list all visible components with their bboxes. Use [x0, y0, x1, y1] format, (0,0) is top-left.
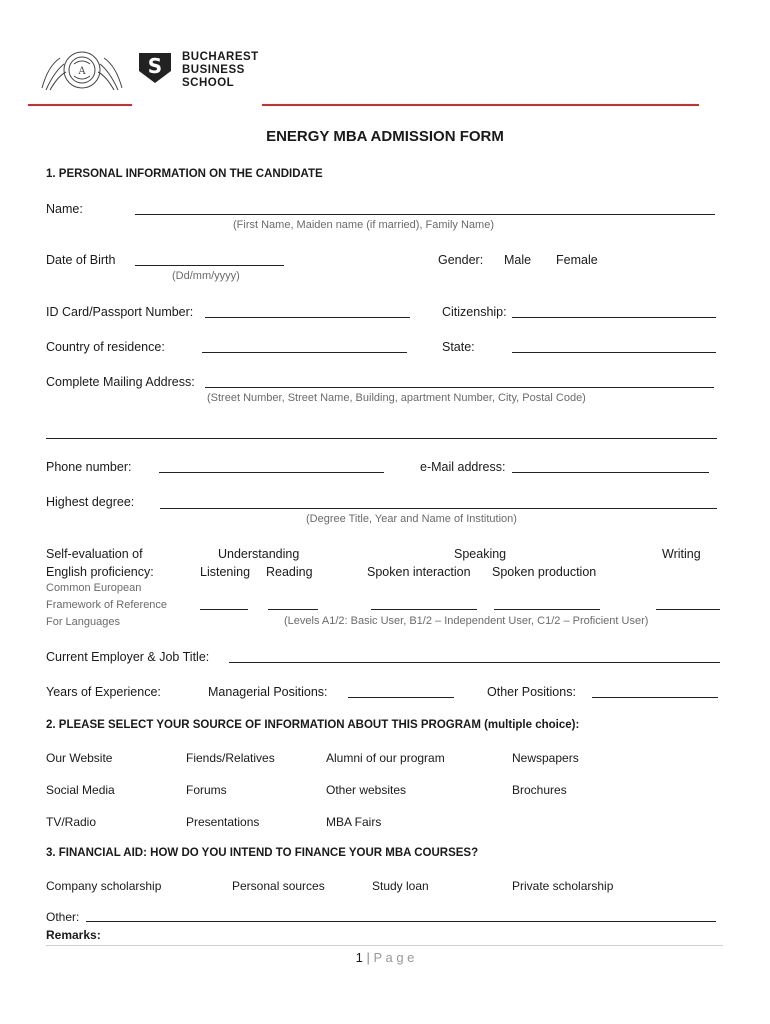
other-finance-field[interactable] — [86, 921, 716, 922]
phone-field[interactable] — [159, 472, 384, 473]
header-divider-line — [262, 104, 699, 106]
managerial-label: Managerial Positions: — [208, 685, 328, 699]
svg-text:A: A — [78, 66, 86, 77]
other-finance-label: Other: — [46, 910, 80, 924]
section3-title: 3. FINANCIAL AID: HOW DO YOU INTEND TO FINANCE YOUR MBA COURSES? — [46, 847, 479, 859]
degree-label: Highest degree: — [46, 495, 135, 509]
speaking-header: Speaking — [454, 547, 507, 561]
page-footer — [0, 950, 770, 965]
state-label: State: — [442, 340, 475, 354]
reading-level-field[interactable] — [268, 609, 318, 610]
listening-header: Listening — [200, 565, 251, 579]
employer-field[interactable] — [229, 662, 720, 663]
name-field[interactable] — [135, 214, 715, 215]
source-option-newspapers[interactable]: Newspapers — [512, 751, 579, 765]
bbs-logo-icon — [137, 51, 173, 85]
gender-label: Gender: — [438, 253, 484, 267]
section2-title: 2. PLEASE SELECT YOUR SOURCE OF INFORMATION ABOUT THIS PROGRAM (multiple choice): — [46, 719, 580, 731]
reading-header: Reading — [266, 565, 313, 579]
cefr-line3: For Languages — [46, 616, 120, 628]
spoken-interaction-level-field[interactable] — [371, 609, 477, 610]
source-option-forums[interactable]: Forums — [186, 783, 227, 797]
source-option-alumni[interactable]: Alumni of our program — [326, 751, 445, 765]
writing-level-field[interactable] — [656, 609, 720, 610]
university-crest-logo — [34, 44, 130, 96]
page-word: P a g e — [373, 950, 415, 965]
section1-title: 1. PERSONAL INFORMATION ON THE CANDIDATE — [46, 168, 323, 180]
country-field[interactable] — [202, 352, 407, 353]
source-option-mba-fairs[interactable]: MBA Fairs — [326, 815, 382, 829]
degree-field[interactable] — [160, 508, 717, 509]
levels-hint: (Levels A1/2: Basic User, B1/2 – Independent User, C1/2 – Proficient User) — [284, 615, 649, 627]
dob-label: Date of Birth — [46, 253, 116, 267]
school-name-line1: BUCHAREST — [182, 51, 259, 63]
spoken-production-header: Spoken production — [492, 565, 597, 579]
dob-field[interactable] — [135, 265, 284, 266]
english-label-line1: Self-evaluation of — [46, 547, 143, 561]
remarks-label: Remarks: — [46, 928, 101, 942]
country-label: Country of residence: — [46, 340, 165, 354]
other-positions-field[interactable] — [592, 697, 718, 698]
source-option-social-media[interactable]: Social Media — [46, 783, 115, 797]
school-name-line3: SCHOOL — [182, 77, 235, 89]
other-positions-label: Other Positions: — [487, 685, 576, 699]
managerial-field[interactable] — [348, 697, 454, 698]
degree-hint: (Degree Title, Year and Name of Institution) — [306, 513, 517, 525]
address-field-line2[interactable] — [46, 438, 717, 439]
citizenship-field[interactable] — [512, 317, 716, 318]
form-title: ENERGY MBA ADMISSION FORM — [266, 128, 504, 145]
id-field[interactable] — [205, 317, 410, 318]
finance-option-personal-sources[interactable]: Personal sources — [232, 879, 325, 893]
cefr-line2: Framework of Reference — [46, 599, 168, 611]
page-separator: | — [366, 950, 370, 965]
citizenship-label: Citizenship: — [442, 305, 507, 319]
phone-label: Phone number: — [46, 460, 132, 474]
footer-divider — [46, 945, 723, 946]
email-field[interactable] — [512, 472, 709, 473]
crest-underline — [28, 104, 132, 106]
understanding-header: Understanding — [218, 547, 300, 561]
source-option-website[interactable]: Our Website — [46, 751, 113, 765]
source-option-presentations[interactable]: Presentations — [186, 815, 260, 829]
source-option-other-websites[interactable]: Other websites — [326, 783, 407, 797]
english-label-line2: English proficiency: — [46, 565, 154, 579]
name-hint: (First Name, Maiden name (if married), Family Name) — [233, 219, 494, 231]
finance-option-private-scholarship[interactable]: Private scholarship — [512, 879, 614, 893]
employer-label: Current Employer & Job Title: — [46, 650, 210, 664]
name-label: Name: — [46, 202, 83, 216]
page-number: 1 — [355, 950, 363, 965]
dob-hint: (Dd/mm/yyyy) — [172, 270, 240, 282]
state-field[interactable] — [512, 352, 716, 353]
email-label: e-Mail address: — [420, 460, 506, 474]
finance-option-company-scholarship[interactable]: Company scholarship — [46, 879, 162, 893]
school-name-line2: BUSINESS — [182, 64, 245, 76]
years-label: Years of Experience: — [46, 685, 161, 699]
address-field[interactable] — [205, 387, 714, 388]
source-option-friends[interactable]: Fiends/Relatives — [186, 751, 275, 765]
address-label: Complete Mailing Address: — [46, 375, 195, 389]
gender-male-option[interactable]: Male — [504, 253, 532, 267]
source-option-tv-radio[interactable]: TV/Radio — [46, 815, 97, 829]
spoken-interaction-header: Spoken interaction — [367, 565, 471, 579]
gender-female-option[interactable]: Female — [556, 253, 598, 267]
spoken-production-level-field[interactable] — [494, 609, 600, 610]
listening-level-field[interactable] — [200, 609, 248, 610]
address-hint: (Street Number, Street Name, Building, apartment Number, City, Postal Code) — [207, 392, 586, 404]
id-label: ID Card/Passport Number: — [46, 305, 194, 319]
cefr-line1: Common European — [46, 582, 142, 594]
finance-option-study-loan[interactable]: Study loan — [372, 879, 429, 893]
writing-header: Writing — [662, 547, 701, 561]
source-option-brochures[interactable]: Brochures — [512, 783, 567, 797]
svg-text:S: S — [147, 54, 163, 78]
